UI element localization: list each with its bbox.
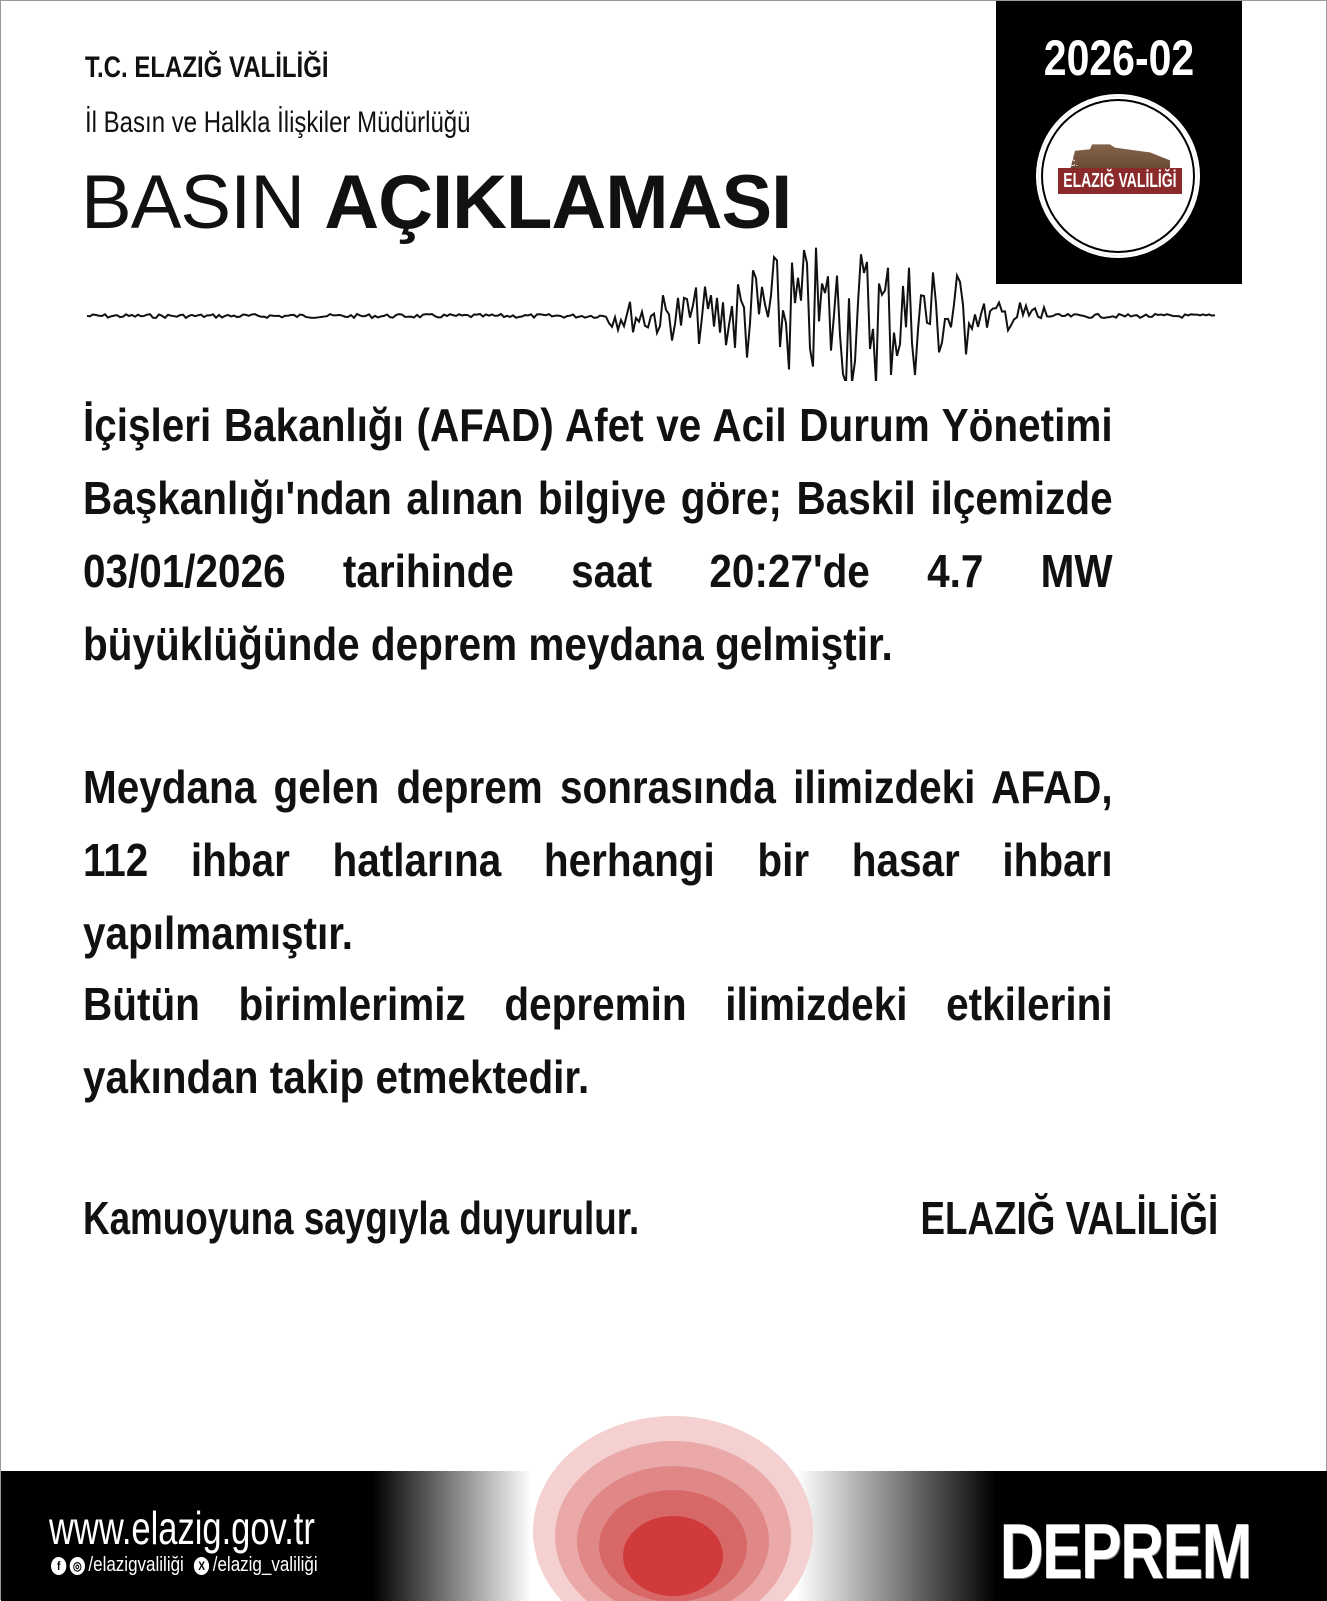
- castle-icon: [1070, 138, 1170, 170]
- website-link[interactable]: www.elazig.gov.tr: [49, 1502, 315, 1554]
- signature: ELAZIĞ VALİLİĞİ: [920, 1192, 1218, 1244]
- social-handle-1[interactable]: /elazigvaliliği: [88, 1554, 184, 1576]
- seal-text: ELAZIĞ VALİLİĞİ: [1063, 170, 1177, 192]
- paragraph-3: Bütün birimlerimiz depremin ilimizdeki etkilerini yakından takip etmektedir.: [83, 978, 1113, 1103]
- epicenter-rings-icon: [533, 1416, 813, 1601]
- social-handle-2[interactable]: /elazig_valiliği: [212, 1554, 318, 1576]
- x-icon[interactable]: X: [194, 1557, 209, 1575]
- closing-line: Kamuoyuna saygıyla duyurulur.: [83, 1192, 640, 1244]
- seal-tc: T.C.: [1062, 158, 1079, 168]
- governorship-seal-logo: [1036, 94, 1200, 258]
- title-light: BASIN: [81, 160, 305, 245]
- release-number: 2026-02: [1043, 30, 1195, 86]
- paragraph-1: İçişleri Bakanlığı (AFAD) Afet ve Acil Durum Yönetimi Başkanlığı'ndan alınan bilgiye göre; Baskil ilçemizde 03/01/2026 tarihinde saat 20:27'de 4.7 MW büyüklüğünde deprem meydana gelmiştir.: [83, 399, 1113, 670]
- department-name: İl Basın ve Halkla İlişkiler Müdürlüğü: [85, 106, 471, 139]
- instagram-icon[interactable]: ◎: [70, 1557, 85, 1575]
- social-links: [51, 1554, 318, 1577]
- title-bold: AÇIKLAMASI: [324, 160, 792, 245]
- org-name: T.C. ELAZIĞ VALİLİĞİ: [85, 51, 329, 84]
- seismograph-wave-icon: [87, 241, 1217, 381]
- paragraph-2: Meydana gelen deprem sonrasında ilimizdeki AFAD, 112 ihbar hatlarına herhangi bir hasar ihbarı yapılmamıştır.: [83, 761, 1113, 959]
- page-title: [81, 159, 791, 246]
- seal-band: [1058, 168, 1182, 194]
- deprem-banner: DEPREM: [1000, 1507, 1251, 1595]
- facebook-icon[interactable]: f: [51, 1557, 66, 1575]
